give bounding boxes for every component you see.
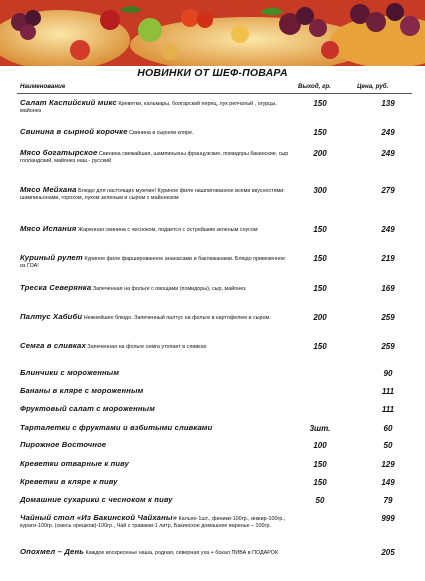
menu-item — [20, 496, 415, 505]
menu-item — [20, 460, 415, 469]
menu-item-output: 200 — [313, 149, 327, 158]
menu-item-price: 90 — [383, 369, 393, 378]
menu-item — [20, 514, 415, 531]
menu-item — [20, 342, 415, 351]
menu-item — [20, 149, 415, 166]
column-header-name: Наименование — [20, 83, 66, 90]
menu-item-description: Куриное филе фаршированное ананасами и баклажанами. Блюдо привезенное из ГОА! — [20, 256, 286, 270]
menu-item-output: 200 — [313, 313, 327, 322]
menu-item-description: Нежнейшее блюдо. Запеченный палтус на фольге в картофелем и сыром. — [83, 315, 271, 321]
menu-item-output: 50 — [315, 496, 325, 505]
menu-item-name: Фруктовый салат с мороженным — [20, 404, 155, 413]
column-header-price: Цена, руб. — [357, 83, 389, 90]
menu-item-output: 150 — [313, 460, 327, 469]
menu-item — [20, 387, 415, 396]
menu-item-description: Запеченная на фольге семга утопает в сливках — [87, 344, 207, 350]
menu-item-price: 149 — [381, 478, 395, 487]
menu-item-description: Креветки, кальмары, болгарский перец, лук репчатый , огурцы, майонез — [20, 101, 277, 115]
menu-item-name: Семга в сливках — [20, 341, 86, 350]
menu-item-price: 111 — [381, 387, 395, 396]
menu-item-price: 249 — [381, 149, 395, 158]
menu-item-name: Куриный рулет — [20, 253, 83, 262]
menu-item-output: 150 — [313, 478, 327, 487]
menu-item-price: 129 — [381, 460, 395, 469]
menu-item-output: 150 — [313, 284, 327, 293]
menu-item-price: 60 — [383, 424, 393, 433]
menu-item-output: 100 — [313, 441, 327, 450]
menu-item-name: Мясо богатырское — [20, 148, 98, 157]
menu-item — [20, 478, 415, 487]
menu-item-price: 111 — [381, 405, 395, 414]
menu-item — [20, 284, 415, 293]
menu-item-name: Креветки отварные к пиву — [20, 459, 129, 468]
menu-item-price: 139 — [381, 99, 395, 108]
menu-item-name: Свинина в сырной корочке — [20, 127, 128, 136]
menu-item-price: 219 — [381, 254, 395, 263]
menu-item-output: 150 — [313, 225, 327, 234]
menu-item-output: 150 — [313, 342, 327, 351]
menu-item-description: Кальян-1шт., финики-100гр., инжир-100гр., кураги-100гр. (смесь орешков)-100гр., Чай с травами-1 литр, Бакинское домашнее варенье – 100гр. — [20, 516, 286, 530]
menu-item-price: 259 — [381, 342, 395, 351]
menu-item-name: Опохмел – День — [20, 547, 84, 556]
menu-item — [20, 186, 415, 203]
menu-item-output: 3шт. — [309, 424, 331, 433]
menu-item — [20, 424, 415, 433]
menu-item — [20, 128, 415, 137]
header-banner-image — [0, 0, 425, 66]
menu-item-price: 169 — [381, 284, 395, 293]
menu-item-price: 259 — [381, 313, 395, 322]
menu-item-price: 50 — [383, 441, 393, 450]
menu-item-name: Пирожное Восточное — [20, 440, 107, 449]
menu-item — [20, 441, 415, 450]
menu-item-name: Блинчики с мороженным — [20, 368, 120, 377]
menu-item-description: Жаренная свинина с чесноком, подается с острейшим зеленым соусом — [77, 227, 258, 233]
header-divider — [17, 93, 412, 94]
menu-item-name: Тарталетки с фруктами и взбитыми сливками — [20, 423, 213, 432]
menu-item — [20, 254, 415, 271]
menu-item-description: Блюдо для настоящих мужчин! Куриное филе нашпигованное всеми вкусностями: шампиньонами, горохом, луком зеленым и сыром с майонезом — [20, 188, 285, 202]
menu-item-output: 150 — [313, 128, 327, 137]
menu-item-price: 205 — [381, 548, 395, 557]
menu-item — [20, 405, 415, 414]
menu-item-price: 279 — [381, 186, 395, 195]
menu-item-name: Палтус Хабиби — [20, 312, 83, 321]
column-header-output: Выход, гр. — [298, 83, 331, 90]
menu-item-name: Треска Северянка — [20, 283, 92, 292]
menu-item-output: 300 — [313, 186, 327, 195]
menu-item-description: Каждое воскресенье наша, родная, северная уха + бокал ПИВА в ПОДАРОК — [85, 550, 279, 556]
menu-item-name: Бананы в кляре с мороженным — [20, 386, 144, 395]
menu-item — [20, 369, 415, 378]
menu-item-description: Запеченная на фольге с овощами (помидоры), сыр, майонез — [92, 286, 246, 292]
menu-item-price: 79 — [383, 496, 393, 505]
menu-item — [20, 99, 415, 116]
menu-item-price: 999 — [381, 514, 395, 523]
menu-item-name: Чайный стол «Из Бакинской Чайханы» — [20, 513, 178, 522]
menu-item-name: Мясо Мейхана — [20, 185, 77, 194]
menu-item-name: Мясо Испания — [20, 224, 77, 233]
menu-item-name: Салат Каспийский микс — [20, 98, 117, 107]
menu-item-name: Креветки в кляре к пиву — [20, 477, 118, 486]
menu-title: НОВИНКИ ОТ ШЕФ-ПОВАРА — [137, 67, 288, 79]
menu-item-description: Свинина свежайшая, шампиньоны французские, помидоры бакинские, сыр голландский, майонез наш - русский — [20, 151, 289, 165]
menu-item-output: 150 — [313, 99, 327, 108]
menu-item-price: 249 — [381, 128, 395, 137]
menu-item — [20, 548, 415, 557]
menu-item — [20, 313, 415, 322]
menu-item — [20, 225, 415, 234]
menu-item-name: Домашние сухарики с чесноком к пиву — [20, 495, 173, 504]
menu-item-price: 249 — [381, 225, 395, 234]
menu-item-output: 150 — [313, 254, 327, 263]
menu-item-description: Свинина в сырном кляре. — [129, 130, 194, 136]
